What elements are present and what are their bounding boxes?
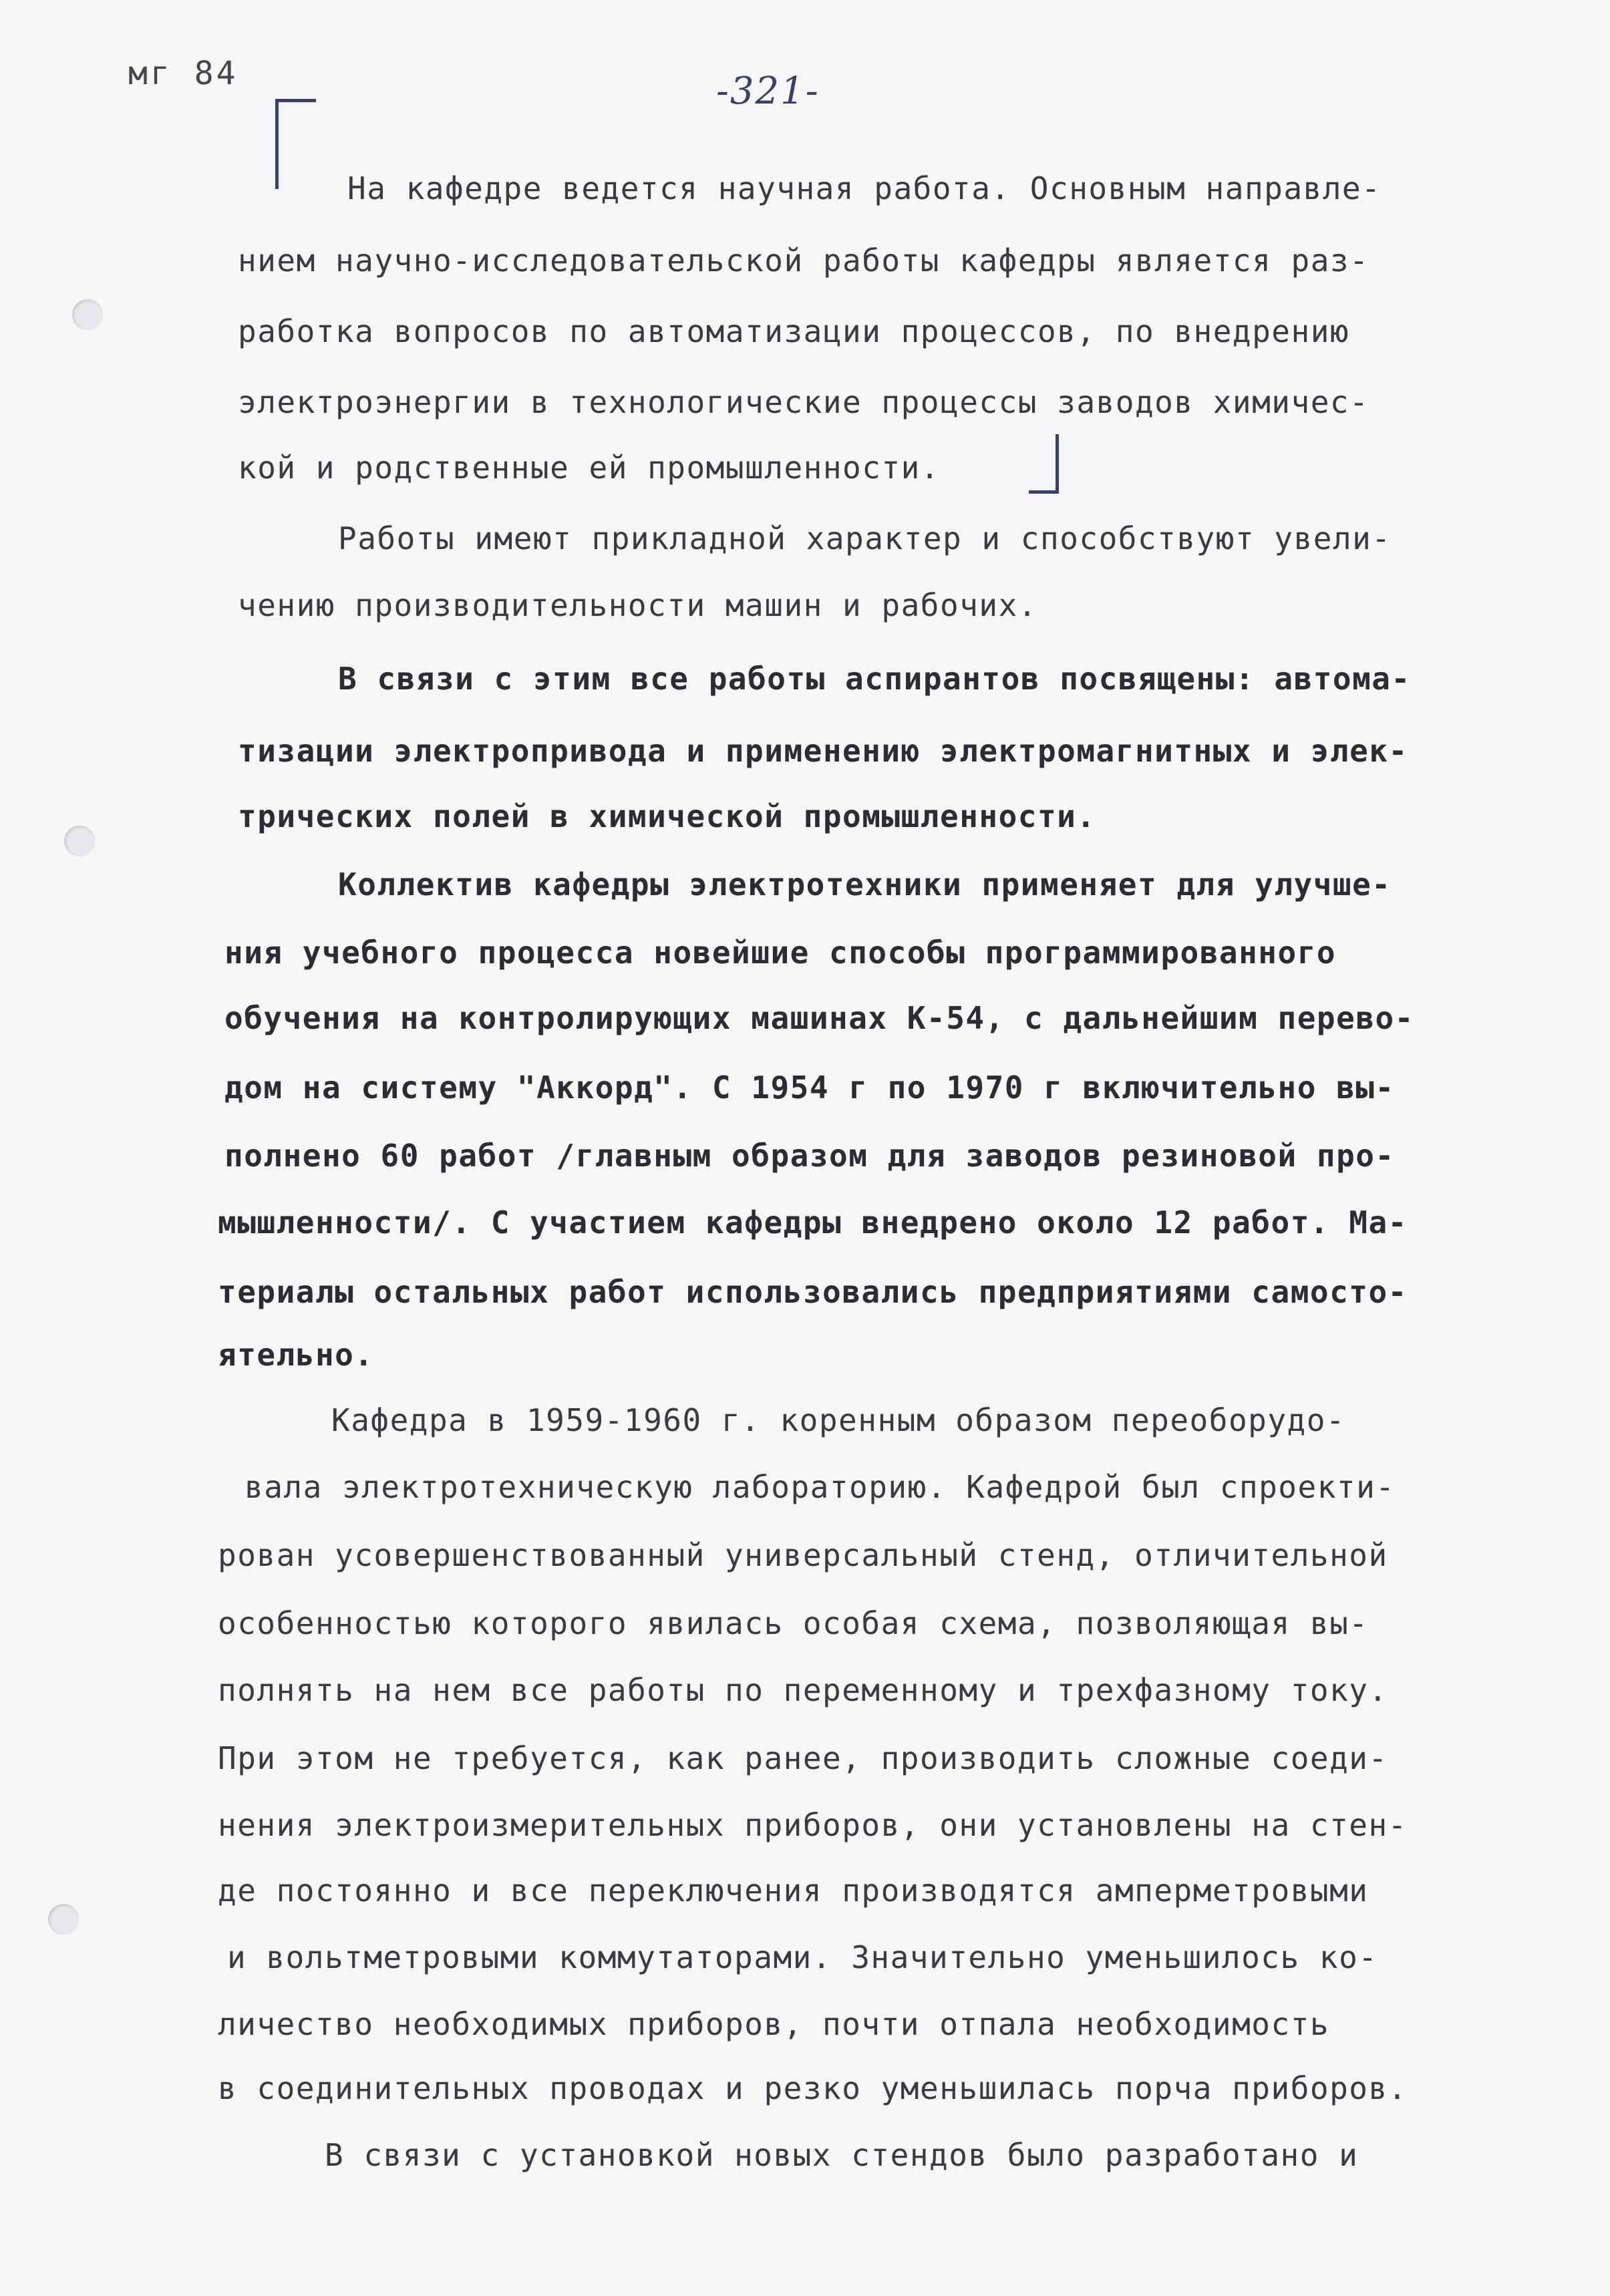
text-line: нения электроизмерительных приборов, они установлены на стен- (218, 1807, 1408, 1843)
text-line: На кафедре ведется научная работа. Основным направле- (347, 170, 1382, 206)
text-line: В связи с установкой новых стендов было разработано и (325, 2137, 1359, 2173)
text-line: трических полей в химической промышленности. (238, 798, 1096, 834)
text-line: ятельно. (218, 1337, 374, 1373)
text-line: В связи с этим все работы аспирантов посвящены: автома- (338, 661, 1411, 697)
text-line: работка вопросов по автоматизации процессов, по внедрению (238, 313, 1350, 349)
margin-bracket-close (1029, 434, 1059, 494)
archive-code: мг 84 (128, 55, 238, 92)
text-line: нием научно-исследовательской работы кафедры является раз- (238, 242, 1370, 279)
text-line: обучения на контролирующих машинах К-54, с дальнейшим перево- (224, 1000, 1414, 1036)
text-line: чению производительности машин и рабочих. (238, 587, 1037, 623)
punch-hole (48, 1904, 79, 1935)
text-line: Кафедра в 1959-1960 г. коренным образом переоборудо- (331, 1402, 1346, 1438)
text-line: полнено 60 работ /главным образом для заводов резиновой про- (224, 1138, 1395, 1174)
text-line: При этом не требуется, как ранее, производить сложные соеди- (218, 1740, 1388, 1776)
margin-bracket-open (275, 99, 316, 189)
text-line: рован усовершенствованный универсальный стенд, отличительной (218, 1537, 1388, 1573)
text-line: де постоянно и все переключения производятся амперметровыми (218, 1872, 1369, 1909)
text-line: Работы имеют прикладной характер и способствуют увели- (338, 520, 1392, 556)
text-line: и вольтметровыми коммутаторами. Значительно уменьшилось ко- (227, 1939, 1378, 1975)
text-line: тизации электропривода и применению электромагнитных и элек- (238, 733, 1408, 769)
text-line: личество необходимых приборов, почти отпала необходимость (218, 2006, 1330, 2042)
text-line: особенностью которого явилась особая схема, позволяющая вы- (218, 1605, 1369, 1641)
text-line: мышленности/. С участием кафедры внедрено около 12 работ. Ма- (218, 1204, 1408, 1241)
text-line: Коллектив кафедры электротехники применяет для улучше- (338, 866, 1392, 903)
page-number: -321- (716, 69, 820, 113)
text-line: электроэнергии в технологические процессы заводов химичес- (238, 384, 1370, 420)
text-line: кой и родственные ей промышленности. (238, 450, 940, 486)
text-line: териалы остальных работ использовались предприятиями самосто- (218, 1274, 1408, 1310)
text-line: ния учебного процесса новейшие способы программированного (224, 935, 1337, 971)
text-line: в соединительных проводах и резко уменьшилась порча приборов. (218, 2070, 1408, 2106)
text-line: полнять на нем все работы по переменному и трехфазному току. (218, 1672, 1388, 1708)
punch-hole (72, 299, 103, 330)
punch-hole (64, 826, 95, 856)
text-line: вала электротехническую лабораторию. Кафедрой был спроекти- (245, 1469, 1396, 1505)
text-line: дом на систему "Аккорд". С 1954 г по 1970 г включительно вы- (224, 1070, 1395, 1106)
